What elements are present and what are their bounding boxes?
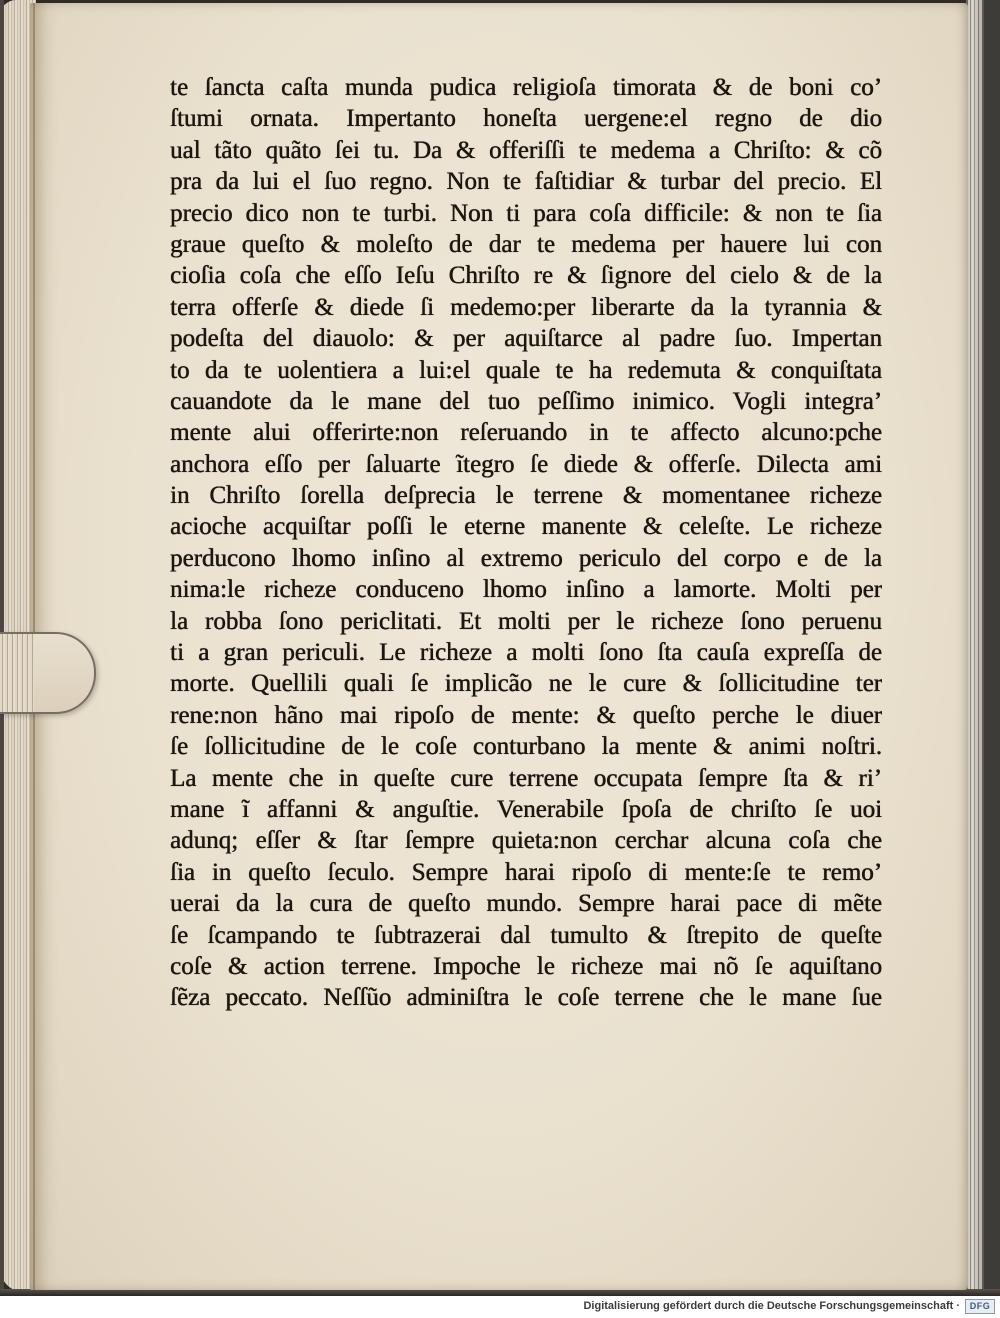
text-line: ual tãto quãto ſei tu. Da & offeriſſi te medema a Chriſto: & cõ: [170, 136, 882, 164]
text-line: mente alui offerirte:non reſeruando in te affecto alcuno:pche: [170, 419, 882, 447]
text-line: in Chriſto ſorella deſprecia le terrene & momentanee richeze: [170, 482, 882, 510]
text-line: ſẽza peccato. Neſſũo adminiſtra le coſe terrene che le mane ſue: [170, 984, 882, 1012]
text-line: precio dico non te turbi. Non ti para coſa difficile: & non te ſia: [170, 199, 882, 227]
book-clasp: [0, 632, 96, 714]
text-line: morte. Quellili quali ſe implicão ne le cure & ſollicitudine ter: [170, 670, 882, 698]
text-line: adunq; eſſer & ſtar ſempre quieta:non cerchar alcuna coſa che: [170, 827, 882, 855]
text-line: uerai da la cura de queſto mundo. Sempre harai pace di mẽte: [170, 890, 882, 918]
funding-credit: Digitalisierung gefördert durch die Deutsche Forschungsgemeinschaft ·: [583, 1300, 960, 1312]
bottom-page-shadow: [0, 1289, 1000, 1296]
text-line: cauandote da le mane del tuo peſſimo inimico. Vogli integra’: [170, 387, 882, 415]
text-line: acioche acquiſtar poſſi le eterne manente & celeſte. Le richeze: [170, 513, 882, 541]
text-line: nima:le richeze conduceno lhomo inſino a lamorte. Molti per: [170, 576, 882, 604]
text-line: ſtumi ornata. Impertanto honeſta uergene:el regno de dio: [170, 105, 882, 133]
text-line: graue queſto & moleſto de dar te medema per hauere lui con: [170, 230, 882, 258]
text-line: ſe ſcampando te ſubtrazerai dal tumulto & ſtrepito de queſte: [170, 921, 882, 949]
text-line: anchora eſſo per ſaluarte ĩtegro ſe diede & offerſe. Dilecta ami: [170, 450, 882, 478]
digitization-footer: [0, 1296, 1000, 1318]
text-line: ti a gran periculi. Le richeze a molti ſono ſta cauſa expreſſa de: [170, 639, 882, 667]
text-line: te ſancta caſta munda pudica religioſa timorata & de boni co’: [170, 74, 882, 101]
text-line: coſe & action terrene. Impoche le richeze mai nõ ſe aquiſtano: [170, 952, 882, 980]
right-page-edges: [966, 0, 1000, 1294]
text-line: cioſia coſa che eſſo Ieſu Chriſto re & ſignore del cielo & de la: [170, 262, 882, 290]
text-line: perducono lhomo inſino al extremo periculo del corpo e de la: [170, 544, 882, 572]
text-line: ſe ſollicitudine de le coſe conturbano la mente & animi noſtri.: [170, 733, 882, 761]
text-line: pra da lui el ſuo regno. Non te faſtidiar & turbar del precio. El: [170, 168, 882, 196]
text-line: rene:non hãno mai ripoſo de mente: & queſto perche le diuer: [170, 701, 882, 729]
text-line: La mente che in queſte cure terrene occupata ſempre ſta & ri’: [170, 764, 882, 792]
text-line: terra offerſe & diede ſi medemo:per liberarte da la tyrannia &: [170, 293, 882, 321]
dfg-logo: DFG: [965, 1299, 995, 1314]
text-line: mane ĩ affanni & anguſtie. Venerabile ſpoſa de chriſto ſe uoi: [170, 795, 882, 823]
clasp-page-edges: [0, 634, 34, 712]
text-line: ſia in queſto ſeculo. Sempre harai ripoſo di mente:ſe te remo’: [170, 858, 882, 886]
text-line: podeſta del diauolo: & per aquiſtarce al padre ſuo. Impertan: [170, 325, 882, 353]
text-line: la robba ſono periclitati. Et molti per le richeze ſono peruenu: [170, 607, 882, 635]
page-text-block: [170, 72, 882, 1014]
text-line: to da te uolentiera a lui:el quale te ha redemuta & conquiſtata: [170, 356, 882, 384]
